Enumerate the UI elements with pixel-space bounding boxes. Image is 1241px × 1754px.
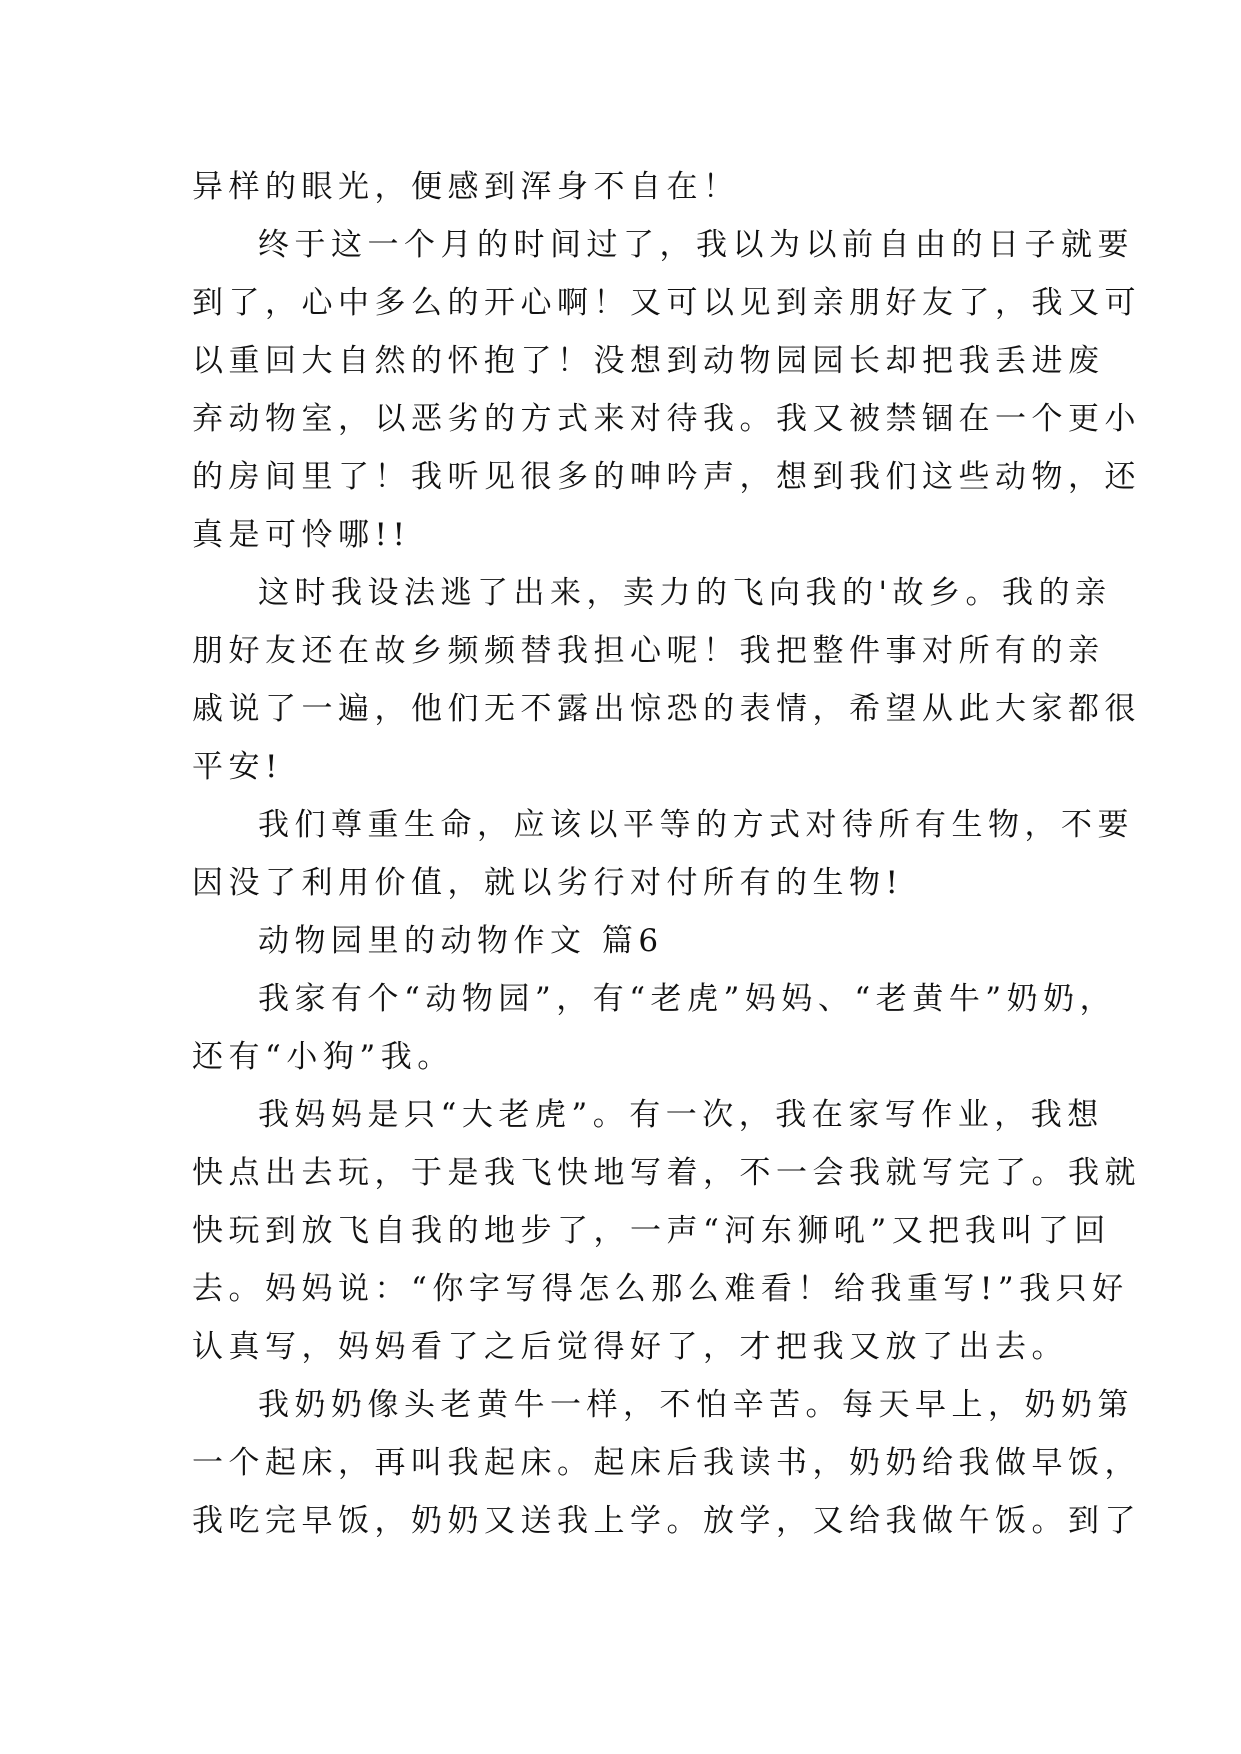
text-line: 因没了利用价值，就以劣行对付所有的生物! [192, 865, 904, 901]
text-line: 我们尊重生命，应该以平等的方式对待所有生物，不要 [258, 807, 1134, 843]
text-line: 的房间里了！我听见很多的呻吟声，想到我们这些动物，还 [192, 459, 1141, 495]
text-line: 异样的眼光，便感到浑身不自在！ [192, 169, 740, 205]
text-line: 去。妈妈说：“你字写得怎么那么难看！给我重写!”我只好 [192, 1271, 1129, 1307]
text-line: 真是可怜哪!! [192, 517, 411, 553]
text-line: 快点出去玩，于是我飞快地写着，不一会我就写完了。我就 [192, 1155, 1141, 1191]
text-line: 我奶奶像头老黄牛一样，不怕辛苦。每天早上，奶奶第 [258, 1387, 1134, 1423]
text-line: 还有“小狗”我。 [192, 1039, 454, 1075]
document-body [192, 158, 1141, 1550]
text-line: 终于这一个月的时间过了，我以为以前自由的日子就要 [258, 227, 1134, 263]
text-line: 弃动物室，以恶劣的方式来对待我。我又被禁锢在一个更小 [192, 401, 1141, 437]
text-line: 朋好友还在故乡频频替我担心呢！我把整件事对所有的亲 [192, 633, 1105, 669]
text-line: 以重回大自然的怀抱了！没想到动物园园长却把我丢进废 [192, 343, 1105, 379]
text-line: 一个起床，再叫我起床。起床后我读书，奶奶给我做早饭， [192, 1445, 1141, 1481]
text-line: 平安! [192, 749, 283, 785]
text-line: 我家有个“动物园”，有“老虎”妈妈、“老黄牛”奶奶， [258, 981, 1117, 1017]
text-line: 认真写，妈妈看了之后觉得好了，才把我又放了出去。 [192, 1329, 1068, 1365]
section-heading: 动物园里的动物作文 篇6 [258, 923, 664, 959]
text-line: 我吃完早饭，奶奶又送我上学。放学，又给我做午饭。到了 [192, 1503, 1141, 1539]
text-line: 快玩到放飞自我的地步了，一声“河东狮吼”又把我叫了回 [192, 1213, 1111, 1249]
text-line: 这时我设法逃了出来，卖力的飞向我的'故乡。我的亲 [258, 575, 1112, 611]
text-line: 到了，心中多么的开心啊！又可以见到亲朋好友了，我又可 [192, 285, 1141, 321]
text-line: 我妈妈是只“大老虎”。有一次，我在家写作业，我想 [258, 1097, 1104, 1133]
text-line: 戚说了一遍，他们无不露出惊恐的表情，希望从此大家都很 [192, 691, 1141, 727]
